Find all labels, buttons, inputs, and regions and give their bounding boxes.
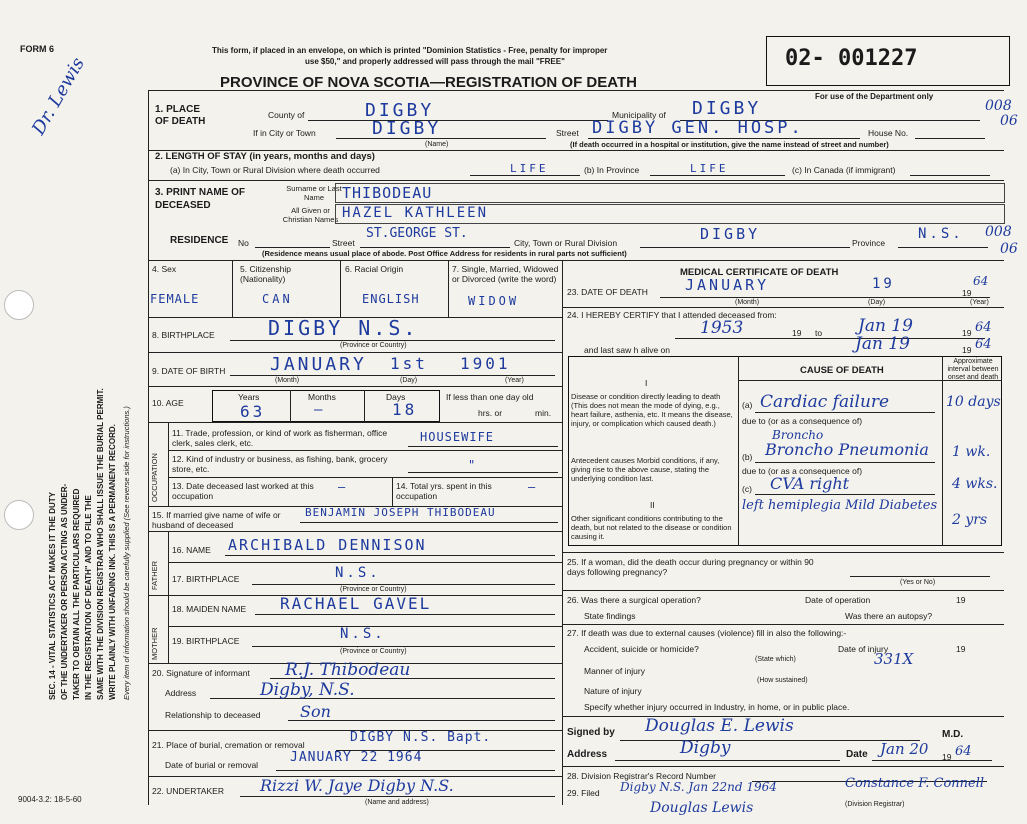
occupation-a11: HOUSEWIFE — [420, 430, 495, 444]
birthplace-label: 8. BIRTHPLACE — [152, 330, 215, 340]
burial-date-line — [276, 770, 555, 771]
street-value: DIGBY GEN. HOSP. — [592, 118, 804, 138]
prov-caption: (Province or Country) — [340, 648, 407, 655]
cause-a-label: (a) — [742, 400, 753, 410]
yes-no-caption: (Yes or No) — [900, 579, 936, 586]
county-label: County of — [268, 110, 305, 120]
burial-date-value: JANUARY 22 1964 — [290, 750, 423, 765]
spouse-value: BENJAMIN JOSEPH THIBODEAU — [305, 506, 496, 519]
occupation-a14: — — [528, 480, 539, 494]
age-divider — [290, 390, 291, 422]
name-address-caption: (Name and address) — [365, 799, 429, 806]
pregnancy-line — [850, 576, 990, 577]
registration-number: 02- 001227 — [785, 46, 918, 71]
parent-divider — [168, 531, 169, 663]
injury-date-nineteen: 19 — [956, 644, 966, 654]
hospital-note: (If death occurred in a hospital or institution, give the name instead of street and number) — [570, 140, 889, 149]
cause-c-interval: 4 wks. — [952, 476, 998, 492]
residence-city-value: DIGBY — [700, 225, 761, 243]
county-value: DIGBY — [365, 100, 435, 121]
deceased-name-label: 3. PRINT NAME OF DECEASED — [155, 187, 246, 211]
attended-label: 24. I HEREBY CERTIFY that I attended deceased from: — [567, 310, 777, 320]
accident-label: Accident, suicide or homicide? — [584, 644, 699, 654]
divider — [148, 352, 562, 353]
divider — [738, 380, 1002, 381]
cause-divider — [942, 356, 943, 546]
years-caption: Years — [238, 392, 260, 402]
sustained-caption: (How sustained) — [757, 677, 808, 684]
nature-label: Nature of injury — [584, 686, 642, 696]
age-days: 18 — [392, 400, 418, 419]
sign-date: Jan 20 — [880, 740, 929, 758]
cause-b-label: (b) — [742, 452, 753, 462]
interval-title: Approximate interval between onset and death — [947, 358, 999, 381]
state-findings-label: State findings — [584, 611, 636, 621]
dept-code: 008 — [985, 224, 1012, 240]
informant-addr-label: Address — [165, 688, 197, 698]
surname-value: THIBODEAU — [342, 184, 433, 202]
industry-label: Specify whether injury occurred in Industry, in home, or in public place. — [584, 702, 850, 712]
surgery-question: 26. Was there a surgical operation? — [567, 595, 701, 605]
sex-value: FEMALE — [150, 292, 200, 306]
city-label: If in City or Town — [253, 128, 316, 138]
attended-line — [675, 338, 985, 339]
residence-city-line — [640, 247, 850, 248]
cause-a-value: Cardiac failure — [760, 392, 890, 412]
given-names-value: HAZEL KATHLEEN — [342, 205, 489, 221]
other-conditions-value: left hemiplegia Mild Diabetes — [742, 498, 938, 513]
cell-divider — [232, 260, 233, 317]
occ-divider — [168, 422, 169, 506]
form-left-border — [148, 90, 149, 805]
divider — [562, 590, 1004, 591]
year-caption: (Year) — [970, 299, 989, 306]
stay-b-value: LIFE — [690, 162, 729, 175]
external-causes-label: 27. If death was due to external causes (violence) fill in also the following:- — [567, 628, 847, 638]
city-value: DIGBY — [372, 118, 442, 139]
prov-caption: (Province or Country) — [340, 342, 407, 349]
attended-to-nineteen: 19 — [962, 328, 972, 338]
roman-one: I — [645, 378, 648, 388]
informant-relationship: Son — [300, 702, 331, 721]
informant-rel-label: Relationship to deceased — [165, 710, 261, 720]
stay-b-line — [650, 175, 785, 176]
signed-by-label: Signed by — [567, 727, 615, 738]
less-day-label: If less than one day old — [446, 392, 534, 402]
cause-b-line — [755, 462, 935, 463]
divider — [168, 477, 562, 478]
nineteen-prefix: 19 — [962, 288, 972, 298]
county-line — [308, 120, 608, 121]
burial-date-label: Date of burial or removal — [165, 760, 259, 770]
surname-label: Surname or Last Name — [286, 184, 342, 202]
residence-street-line — [360, 247, 510, 248]
informant-address: Digby, N.S. — [260, 680, 355, 700]
sex-label: 4. Sex — [152, 264, 177, 274]
sign-date-year: 64 — [955, 744, 972, 759]
father-name-label: 16. NAME — [172, 545, 211, 555]
due-to-label: due to (or as a consequence of) — [742, 466, 863, 476]
marital-value: WIDOW — [468, 294, 520, 308]
province-label: Province — [852, 238, 886, 248]
death-date-label: 23. DATE OF DEATH — [567, 287, 648, 297]
divider — [562, 307, 1004, 308]
municipality-value: DIGBY — [692, 98, 762, 119]
sidebar-line: IN THE REGISTRATION OF DEATH" AND TO FILE THE — [84, 495, 93, 700]
occupation-line — [408, 472, 558, 473]
other-conditions-interval: 2 yrs — [952, 512, 988, 528]
sidebar-line: SEC. 14 - VITAL STATISTICS ACT MAKES IT THE DUTY — [48, 491, 57, 700]
md-label: M.D. — [942, 729, 964, 740]
sidebar-line: Every item of information should be carefully supplied (See reverse side for instructions.) — [122, 406, 131, 700]
informant-sig-label: 20. Signature of informant — [152, 668, 250, 678]
father-name-value: ARCHIBALD DENNISON — [228, 536, 427, 554]
marital-label: 7. Single, Married, Widowed or Divorced (write the word) — [452, 264, 559, 284]
stay-a-label: (a) In City, Town or Rural Division where death occurred — [170, 165, 380, 175]
citizenship-label: 5. Citizenship (Nationality) — [240, 264, 292, 284]
stay-c-label: (c) In Canada (if immigrant) — [792, 165, 896, 175]
stay-b-label: (b) In Province — [584, 165, 640, 175]
cause-divider — [738, 356, 739, 546]
father-birthplace-value: N.S. — [335, 565, 381, 581]
attended-from: 1953 — [700, 318, 744, 338]
house-label: House No. — [868, 128, 909, 138]
divider — [168, 450, 562, 451]
death-date-day: 19 — [872, 276, 895, 292]
direct-cause-label: Disease or condition directly leading to death (This does not mean the mode of dying, e.g., heart failure, asthenia, etc. It means the disease, injury, or complication which caused death.) — [571, 392, 733, 428]
cause-c-value: CVA right — [770, 474, 850, 493]
divider — [168, 562, 562, 563]
occupation-q14: 14. Total yrs. spent in this occupation — [396, 481, 492, 501]
age-label: 10. AGE — [152, 398, 184, 408]
form-code: 9004-3.2: 18-5-60 — [18, 795, 82, 804]
mother-side-label: MOTHER — [150, 627, 159, 660]
physician-printed-name: Douglas Lewis — [650, 800, 754, 816]
burial-place-value: DIGBY N.S. Bapt. — [350, 730, 492, 745]
occupation-line — [408, 446, 558, 447]
day-caption: (Day) — [868, 299, 886, 306]
undertaker-value: Rizzi W. Jaye Digby N.S. — [260, 776, 454, 795]
occupation-q11: 11. Trade, profession, or kind of work as fisherman, office clerk, sales clerk, etc. — [172, 428, 388, 448]
occ-divider — [392, 477, 393, 506]
dob-label: 9. DATE OF BIRTH — [152, 366, 226, 376]
attended-nineteen: 19 — [792, 328, 802, 338]
residence-street-value: ST.GEORGE ST. — [366, 226, 468, 241]
divider — [148, 180, 1004, 181]
operation-date-nineteen: 19 — [956, 595, 966, 605]
column-divider — [562, 260, 563, 805]
occupation-q13: 13. Date deceased last worked at this occupation — [172, 481, 314, 501]
sidebar-line: TAKER TO OBTAIN ALL THE PARTICULARS REQUIRED — [72, 488, 81, 700]
min-label: min. — [535, 408, 552, 418]
divider — [148, 386, 562, 387]
cause-a-interval: 10 days — [946, 394, 1001, 410]
form-number: FORM 6 — [20, 44, 55, 54]
pregnancy-question: 25. If a woman, did the death occur during pregnancy or within 90 days following pregnancy? — [567, 557, 814, 577]
signed-line — [620, 740, 920, 741]
filed-label: 29. Filed — [567, 788, 600, 798]
residence-city-label: City, Town or Rural Division — [514, 238, 618, 248]
last-seen-label: and last saw h alive on — [584, 345, 670, 355]
spouse-label: 15. If married give name of wife or husband of deceased — [152, 510, 281, 530]
injury-date-label: Date of injury — [838, 644, 889, 654]
occupation-a13: — — [338, 480, 349, 494]
divider — [562, 624, 1004, 625]
divider — [562, 766, 1004, 767]
place-of-death-label: 1. PLACE OF DEATH — [155, 104, 206, 127]
death-date-year: 64 — [973, 274, 989, 288]
physician-address-line — [615, 760, 840, 761]
age-years: 63 — [240, 402, 266, 421]
days-caption: Days — [386, 392, 406, 402]
classification-code: 331X — [874, 650, 914, 668]
attended-to-label: to — [815, 328, 823, 338]
origin-label: 6. Racial Origin — [345, 264, 404, 274]
hrs-label: hrs. or — [478, 408, 503, 418]
sign-date-label: Date — [846, 749, 868, 760]
birthplace-value: DIGBY N.S. — [268, 316, 419, 340]
sign-date-line — [872, 760, 992, 761]
undertaker-line — [240, 796, 555, 797]
death-date-month: JANUARY — [685, 276, 770, 294]
attended-to: Jan 19 — [858, 316, 913, 336]
cell-divider — [340, 260, 341, 317]
sidebar-line: SAME WITH THE DIVISION REGISTRAR WHO SHALL ISSUE THE BURIAL PERMIT. — [96, 388, 105, 700]
informant-signature: R.J. Thibodeau — [285, 660, 411, 680]
day-caption: (Day) — [400, 377, 418, 384]
residence-no-line — [255, 247, 330, 248]
mother-maiden-value: RACHAEL GAVEL — [280, 594, 432, 613]
sign-date-nineteen: 19 — [942, 752, 952, 762]
state-which-caption: (State which) — [755, 656, 796, 663]
age-months: — — [314, 402, 326, 418]
divider — [148, 260, 1004, 261]
dob-day: 1st — [390, 354, 428, 373]
sidebar-line: WRITE PLAINLY WITH UNFADING INK. THIS IS A PERMANENT RECORD. — [108, 424, 117, 700]
mother-birthplace-label: 19. BIRTHPLACE — [172, 636, 240, 646]
last-seen-nineteen: 19 — [962, 345, 972, 355]
cause-title: CAUSE OF DEATH — [800, 365, 884, 376]
mail-notice-2: use $50," and properly addressed will pass through the mail "FREE" — [305, 57, 565, 66]
dob-month: JANUARY — [270, 354, 367, 375]
cause-a-line — [755, 412, 935, 413]
operation-date-label: Date of operation — [805, 595, 871, 605]
physician-address-label: Address — [567, 749, 608, 760]
mother-maiden-line — [255, 614, 555, 615]
length-of-stay-label: 2. LENGTH OF STAY (in years, months and days) — [155, 151, 375, 162]
attended-to-year: 64 — [975, 320, 992, 335]
record-number-label: 28. Division Registrar's Record Number — [567, 771, 717, 781]
spouse-line — [300, 522, 558, 523]
sidebar-line: OF THE UNDERTAKER OR PERSON ACTING AS UNDER- — [60, 483, 69, 700]
cause-c-line — [755, 494, 935, 495]
punch-hole — [4, 290, 34, 320]
stay-a-line — [470, 175, 580, 176]
province-value: N.S. — [918, 226, 964, 242]
cause-b-value: Broncho Pneumonia — [765, 440, 929, 459]
manner-label: Manner of injury — [584, 666, 645, 676]
dob-year: 1901 — [460, 354, 511, 373]
medical-certificate-title: MEDICAL CERTIFICATE OF DEATH — [680, 267, 839, 278]
mother-birthplace-value: N.S. — [340, 626, 386, 642]
roman-two: II — [650, 500, 655, 510]
father-side-label: FATHER — [150, 560, 159, 590]
origin-value: ENGLISH — [362, 292, 420, 306]
registrar-signature: Constance F. Connell — [845, 776, 985, 791]
burial-place-label: 21. Place of burial, cremation or removal — [152, 740, 305, 750]
citizenship-value: CAN — [262, 292, 293, 306]
death-date-line — [660, 297, 990, 298]
street-label: Street — [556, 128, 579, 138]
residence-note: (Residence means usual place of abode. Post Office Address for residents in rural parts not sufficient) — [262, 249, 627, 258]
province-line — [898, 247, 988, 248]
municipality-label: Municipality of — [612, 110, 666, 120]
father-birthplace-label: 17. BIRTHPLACE — [172, 574, 240, 584]
autopsy-label: Was there an autopsy? — [845, 611, 933, 621]
registrar-caption: (Division Registrar) — [845, 801, 905, 808]
divider — [148, 422, 562, 423]
year-caption: (Year) — [505, 377, 524, 384]
form-top-border — [148, 90, 1004, 91]
department-use: For use of the Department only — [815, 92, 934, 101]
house-line — [915, 138, 985, 139]
cause-b-extra: Broncho — [772, 428, 824, 442]
occupation-a12: " — [468, 458, 479, 472]
margin-signature: Dr. Lewis — [28, 53, 89, 139]
cell-divider — [448, 260, 449, 317]
months-caption: Months — [308, 392, 336, 402]
month-caption: (Month) — [735, 299, 760, 306]
form-title: PROVINCE OF NOVA SCOTIA—REGISTRATION OF DEATH — [220, 74, 637, 91]
undertaker-label: 22. UNDERTAKER — [152, 786, 224, 796]
street-line — [588, 138, 860, 139]
name-caption: (Name) — [425, 141, 449, 148]
punch-hole — [4, 500, 34, 530]
residence-street-label: Street — [332, 238, 355, 248]
last-seen-year: 64 — [975, 337, 992, 352]
stay-c-line — [910, 175, 990, 176]
surname-grid — [335, 183, 1005, 203]
prov-caption: (Province or Country) — [340, 586, 407, 593]
occupation-q12: 12. Kind of industry or business, as fishing, bank, grocery store, etc. — [172, 454, 388, 474]
occupation-side-label: OCCUPATION — [150, 453, 159, 502]
other-conditions-label: Other significant conditions contributing to the death, but not related to the disease or condition causing it. — [571, 514, 732, 541]
divider — [562, 552, 1004, 553]
father-name-line — [225, 555, 555, 556]
age-divider — [364, 390, 365, 422]
mother-maiden-label: 18. MAIDEN NAME — [172, 604, 247, 614]
cause-b-interval: 1 wk. — [952, 444, 991, 460]
physician-signature: Douglas E. Lewis — [645, 716, 794, 736]
antecedent-label: Antecedent causes Morbid conditions, if any, giving rise to the above cause, stating the underlying condition last. — [571, 456, 720, 483]
stay-a-value: LIFE — [510, 162, 549, 175]
residence-no-label: No — [238, 238, 249, 248]
residence-label: RESIDENCE — [170, 235, 229, 246]
due-to-label: due to (or as a consequence of) — [742, 416, 863, 426]
physician-address: Digby — [680, 738, 731, 758]
cause-c-label: (c) — [742, 484, 752, 494]
filed-value: Digby N.S. Jan 22nd 1964 — [620, 780, 777, 794]
dept-code: 06 — [1000, 241, 1018, 257]
last-seen-value: Jan 19 — [855, 334, 910, 354]
dept-code: 008 — [985, 98, 1012, 114]
dept-code: 06 — [1000, 113, 1018, 129]
month-caption: (Month) — [275, 377, 300, 384]
divider — [148, 531, 562, 532]
mail-notice: This form, if placed in an envelope, on which is printed "Dominion Statistics - Free, penalty for improper — [212, 46, 608, 55]
given-names-label: All Given or Christian Names — [282, 206, 339, 224]
